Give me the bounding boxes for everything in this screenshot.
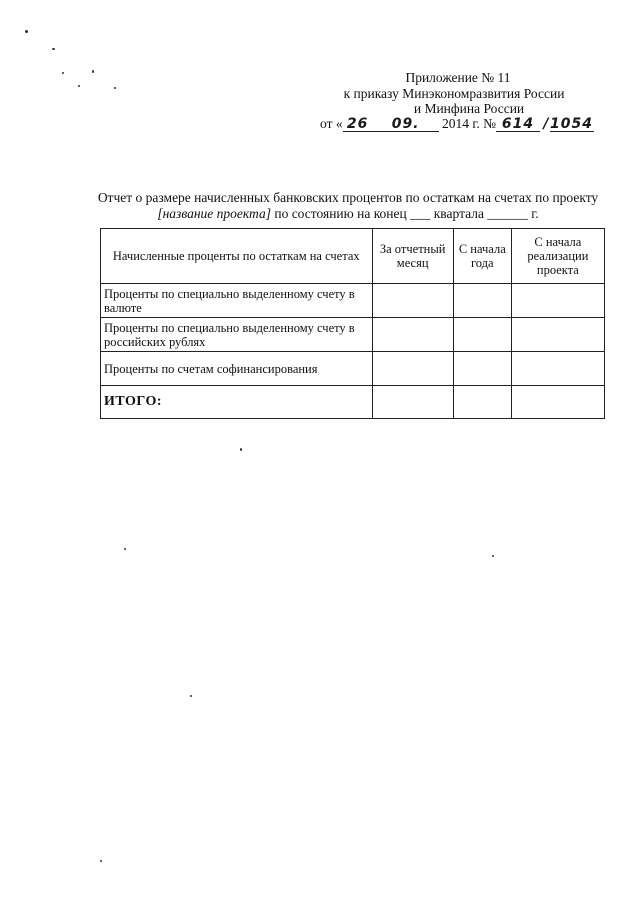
- scan-speck: [62, 72, 64, 74]
- appendix-ministry: и Минфина России: [413, 101, 525, 116]
- cell-month: [372, 386, 453, 419]
- header-reporting-month: За отчетный месяц: [372, 229, 453, 284]
- report-period-text: по состоянию на конец ___ квартала ______ г.: [270, 205, 539, 221]
- row-label-foreign-currency: Проценты по специально выделенному счету в валюте: [101, 284, 373, 318]
- appendix-number: Приложение № 11: [405, 70, 511, 85]
- cell-project: [511, 352, 604, 386]
- scan-speck: [240, 448, 242, 451]
- appendix-header: [300, 70, 608, 117]
- cell-month: [372, 318, 453, 352]
- approval-date-line: [320, 116, 610, 132]
- scan-speck: [78, 85, 80, 87]
- row-label-cofinancing: Проценты по счетам софинансирования: [101, 352, 373, 386]
- total-label: ИТОГО:: [101, 386, 373, 419]
- header-project-to-date: С начала реализации проекта: [511, 229, 604, 284]
- date-year-label: 2014 г. №: [441, 116, 497, 131]
- handwritten-month: 09.: [373, 118, 439, 132]
- appendix-order-ref: к приказу Минэкономразвития России: [343, 85, 565, 101]
- header-accrued-interest: Начисленные проценты по остаткам на счетах: [101, 229, 373, 284]
- scan-speck: [190, 695, 192, 697]
- row-label-rubles: Проценты по специально выделенному счету в российских рублях: [101, 318, 373, 352]
- table-header-row: [101, 229, 605, 284]
- cell-project: [511, 386, 604, 419]
- table-total-row: [101, 386, 605, 419]
- table-row: [101, 352, 605, 386]
- scan-speck: [92, 70, 94, 73]
- header-year-to-date: С начала года: [453, 229, 511, 284]
- table-row: [101, 284, 605, 318]
- report-title-line-2: [88, 206, 608, 222]
- table-row: [101, 318, 605, 352]
- cell-month: [372, 352, 453, 386]
- cell-project: [511, 318, 604, 352]
- scan-speck: [52, 48, 55, 50]
- cell-project: [511, 284, 604, 318]
- date-prefix: от «: [320, 116, 343, 131]
- scan-speck: [25, 30, 28, 33]
- handwritten-order-number: 614: [496, 118, 540, 132]
- handwritten-order-number-2: 1054: [550, 116, 593, 132]
- cell-month: [372, 284, 453, 318]
- cell-year: [453, 352, 511, 386]
- report-title: [88, 190, 608, 221]
- cell-year: [453, 386, 511, 419]
- interest-report-table: [100, 228, 605, 419]
- handwritten-day: 26: [343, 118, 373, 132]
- scan-speck: [124, 548, 126, 550]
- cell-year: [453, 318, 511, 352]
- scan-speck: [492, 555, 494, 557]
- order-separator: /: [543, 116, 550, 132]
- scan-speck: [114, 87, 116, 89]
- report-title-line-1: Отчет о размере начисленных банковских процентов по остаткам на счетах по проекту: [97, 190, 599, 205]
- scan-speck: [100, 860, 102, 862]
- project-name-placeholder: [название проекта]: [157, 205, 271, 221]
- cell-year: [453, 284, 511, 318]
